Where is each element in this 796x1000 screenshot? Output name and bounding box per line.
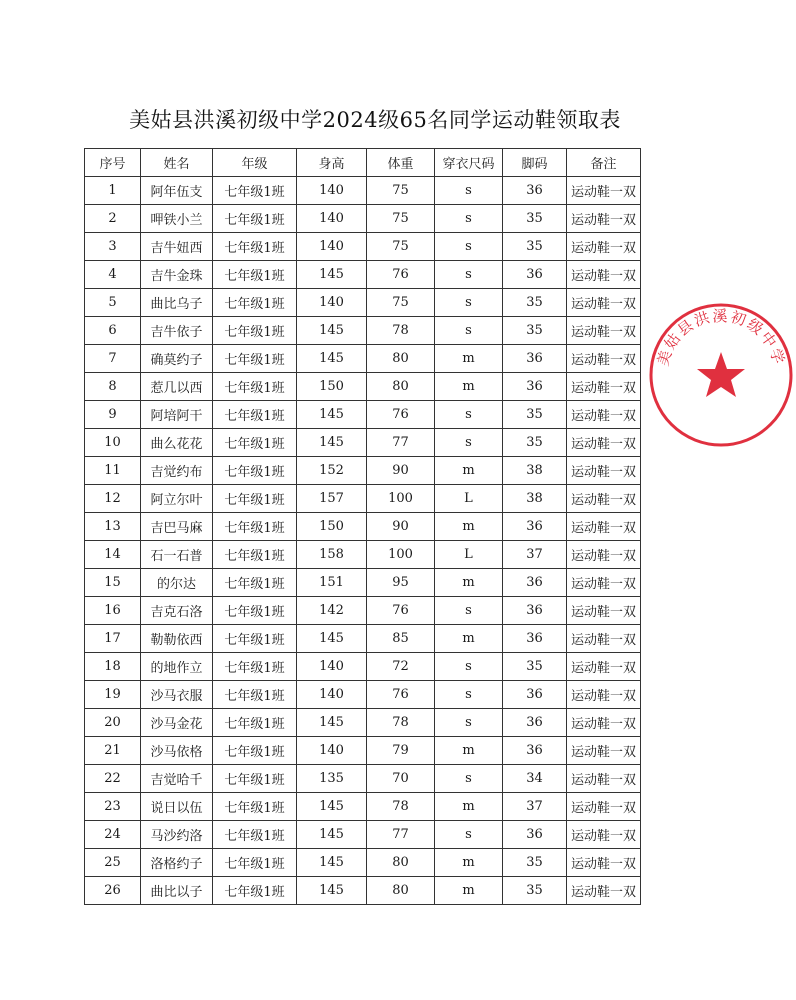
cell-grade: 七年级1班 xyxy=(213,737,297,765)
table-row xyxy=(85,877,641,905)
cell-name: 吉觉哈千 xyxy=(141,765,213,793)
cell-height: 140 xyxy=(297,681,367,709)
header-row xyxy=(85,149,641,177)
cell-name: 曲么花花 xyxy=(141,429,213,457)
cell-remarks: 运动鞋一双 xyxy=(567,233,641,261)
cell-height: 140 xyxy=(297,205,367,233)
cell-grade: 七年级1班 xyxy=(213,653,297,681)
cell-index: 12 xyxy=(85,485,141,513)
cell-index: 11 xyxy=(85,457,141,485)
page-title: 美姑县洪溪初级中学2024级65名同学运动鞋领取表 xyxy=(129,108,621,132)
cell-remarks: 运动鞋一双 xyxy=(567,289,641,317)
cell-remarks: 运动鞋一双 xyxy=(567,205,641,233)
cell-clothing-size: s xyxy=(435,597,503,625)
table-row xyxy=(85,765,641,793)
cell-height: 140 xyxy=(297,233,367,261)
cell-grade: 七年级1班 xyxy=(213,765,297,793)
cell-weight: 80 xyxy=(367,849,435,877)
cell-clothing-size: s xyxy=(435,289,503,317)
cell-height: 145 xyxy=(297,793,367,821)
header-shoe-size: 脚码 xyxy=(503,149,567,177)
cell-remarks: 运动鞋一双 xyxy=(567,681,641,709)
cell-index: 20 xyxy=(85,709,141,737)
cell-name: 惹几以西 xyxy=(141,373,213,401)
cell-index: 17 xyxy=(85,625,141,653)
table-row xyxy=(85,849,641,877)
cell-grade: 七年级1班 xyxy=(213,401,297,429)
cell-shoe-size: 35 xyxy=(503,429,567,457)
cell-name: 沙马金花 xyxy=(141,709,213,737)
cell-remarks: 运动鞋一双 xyxy=(567,765,641,793)
cell-remarks: 运动鞋一双 xyxy=(567,401,641,429)
cell-weight: 78 xyxy=(367,709,435,737)
cell-clothing-size: m xyxy=(435,877,503,905)
cell-weight: 76 xyxy=(367,597,435,625)
cell-grade: 七年级1班 xyxy=(213,317,297,345)
cell-weight: 70 xyxy=(367,765,435,793)
cell-index: 2 xyxy=(85,205,141,233)
cell-height: 152 xyxy=(297,457,367,485)
cell-shoe-size: 36 xyxy=(503,261,567,289)
cell-index: 18 xyxy=(85,653,141,681)
cell-remarks: 运动鞋一双 xyxy=(567,513,641,541)
cell-name: 吉牛金珠 xyxy=(141,261,213,289)
cell-weight: 79 xyxy=(367,737,435,765)
cell-shoe-size: 38 xyxy=(503,457,567,485)
cell-remarks: 运动鞋一双 xyxy=(567,177,641,205)
cell-shoe-size: 35 xyxy=(503,289,567,317)
cell-clothing-size: m xyxy=(435,737,503,765)
cell-name: 的尔达 xyxy=(141,569,213,597)
table-row xyxy=(85,317,641,345)
cell-height: 140 xyxy=(297,737,367,765)
cell-shoe-size: 36 xyxy=(503,373,567,401)
cell-shoe-size: 37 xyxy=(503,541,567,569)
cell-clothing-size: L xyxy=(435,485,503,513)
cell-clothing-size: m xyxy=(435,569,503,597)
cell-name: 阿年伍支 xyxy=(141,177,213,205)
header-name: 姓名 xyxy=(141,149,213,177)
cell-grade: 七年级1班 xyxy=(213,597,297,625)
cell-grade: 七年级1班 xyxy=(213,177,297,205)
table-row xyxy=(85,625,641,653)
cell-index: 9 xyxy=(85,401,141,429)
cell-weight: 76 xyxy=(367,261,435,289)
cell-grade: 七年级1班 xyxy=(213,373,297,401)
cell-remarks: 运动鞋一双 xyxy=(567,373,641,401)
table-row xyxy=(85,401,641,429)
cell-grade: 七年级1班 xyxy=(213,429,297,457)
cell-remarks: 运动鞋一双 xyxy=(567,709,641,737)
cell-name: 洛格约子 xyxy=(141,849,213,877)
cell-height: 140 xyxy=(297,177,367,205)
cell-remarks: 运动鞋一双 xyxy=(567,653,641,681)
header-weight: 体重 xyxy=(367,149,435,177)
cell-name: 曲比以子 xyxy=(141,877,213,905)
cell-weight: 75 xyxy=(367,233,435,261)
cell-remarks: 运动鞋一双 xyxy=(567,569,641,597)
cell-index: 15 xyxy=(85,569,141,597)
cell-weight: 72 xyxy=(367,653,435,681)
cell-height: 145 xyxy=(297,401,367,429)
cell-index: 14 xyxy=(85,541,141,569)
cell-shoe-size: 36 xyxy=(503,569,567,597)
cell-shoe-size: 35 xyxy=(503,233,567,261)
cell-remarks: 运动鞋一双 xyxy=(567,541,641,569)
cell-name: 曲比乌子 xyxy=(141,289,213,317)
cell-clothing-size: s xyxy=(435,261,503,289)
cell-grade: 七年级1班 xyxy=(213,681,297,709)
cell-weight: 76 xyxy=(367,681,435,709)
official-seal xyxy=(646,300,796,450)
table-row xyxy=(85,821,641,849)
table-row xyxy=(85,457,641,485)
table-row xyxy=(85,541,641,569)
cell-weight: 75 xyxy=(367,205,435,233)
cell-height: 142 xyxy=(297,597,367,625)
cell-grade: 七年级1班 xyxy=(213,261,297,289)
header-height: 身高 xyxy=(297,149,367,177)
table-row xyxy=(85,485,641,513)
cell-shoe-size: 36 xyxy=(503,709,567,737)
cell-clothing-size: s xyxy=(435,429,503,457)
cell-shoe-size: 35 xyxy=(503,401,567,429)
cell-weight: 85 xyxy=(367,625,435,653)
table-row xyxy=(85,681,641,709)
cell-shoe-size: 35 xyxy=(503,205,567,233)
cell-clothing-size: m xyxy=(435,513,503,541)
cell-grade: 七年级1班 xyxy=(213,849,297,877)
cell-shoe-size: 35 xyxy=(503,317,567,345)
cell-clothing-size: m xyxy=(435,345,503,373)
cell-grade: 七年级1班 xyxy=(213,205,297,233)
table-row xyxy=(85,793,641,821)
cell-name: 阿培阿干 xyxy=(141,401,213,429)
cell-grade: 七年级1班 xyxy=(213,625,297,653)
cell-name: 石一石普 xyxy=(141,541,213,569)
cell-shoe-size: 36 xyxy=(503,597,567,625)
cell-name: 马沙约洛 xyxy=(141,821,213,849)
table-row xyxy=(85,513,641,541)
cell-index: 4 xyxy=(85,261,141,289)
cell-grade: 七年级1班 xyxy=(213,541,297,569)
cell-shoe-size: 36 xyxy=(503,345,567,373)
cell-shoe-size: 34 xyxy=(503,765,567,793)
cell-height: 158 xyxy=(297,541,367,569)
cell-name: 沙马依格 xyxy=(141,737,213,765)
cell-shoe-size: 36 xyxy=(503,177,567,205)
cell-index: 3 xyxy=(85,233,141,261)
cell-height: 135 xyxy=(297,765,367,793)
cell-index: 8 xyxy=(85,373,141,401)
seal-star-icon xyxy=(697,352,745,397)
table-row xyxy=(85,709,641,737)
cell-remarks: 运动鞋一双 xyxy=(567,485,641,513)
cell-weight: 90 xyxy=(367,513,435,541)
cell-name: 吉巴马麻 xyxy=(141,513,213,541)
cell-shoe-size: 35 xyxy=(503,849,567,877)
cell-index: 5 xyxy=(85,289,141,317)
roster-table xyxy=(84,148,641,905)
cell-remarks: 运动鞋一双 xyxy=(567,345,641,373)
cell-weight: 77 xyxy=(367,821,435,849)
cell-weight: 100 xyxy=(367,541,435,569)
cell-height: 145 xyxy=(297,821,367,849)
cell-index: 19 xyxy=(85,681,141,709)
cell-height: 140 xyxy=(297,289,367,317)
cell-weight: 75 xyxy=(367,177,435,205)
cell-height: 145 xyxy=(297,625,367,653)
cell-remarks: 运动鞋一双 xyxy=(567,457,641,485)
cell-height: 145 xyxy=(297,709,367,737)
cell-name: 说日以伍 xyxy=(141,793,213,821)
cell-height: 140 xyxy=(297,653,367,681)
cell-name: 勒勒依西 xyxy=(141,625,213,653)
cell-clothing-size: m xyxy=(435,849,503,877)
cell-shoe-size: 36 xyxy=(503,821,567,849)
table-row xyxy=(85,373,641,401)
cell-weight: 75 xyxy=(367,289,435,317)
cell-clothing-size: m xyxy=(435,793,503,821)
cell-index: 1 xyxy=(85,177,141,205)
cell-grade: 七年级1班 xyxy=(213,709,297,737)
cell-weight: 78 xyxy=(367,793,435,821)
cell-height: 145 xyxy=(297,345,367,373)
cell-shoe-size: 37 xyxy=(503,793,567,821)
header-index: 序号 xyxy=(85,149,141,177)
cell-height: 145 xyxy=(297,261,367,289)
cell-name: 吉牛依子 xyxy=(141,317,213,345)
cell-shoe-size: 35 xyxy=(503,653,567,681)
cell-shoe-size: 36 xyxy=(503,625,567,653)
cell-name: 吉克石洛 xyxy=(141,597,213,625)
cell-clothing-size: s xyxy=(435,233,503,261)
cell-shoe-size: 36 xyxy=(503,681,567,709)
table-row xyxy=(85,177,641,205)
cell-height: 145 xyxy=(297,849,367,877)
cell-remarks: 运动鞋一双 xyxy=(567,429,641,457)
cell-grade: 七年级1班 xyxy=(213,345,297,373)
cell-height: 150 xyxy=(297,373,367,401)
cell-clothing-size: s xyxy=(435,177,503,205)
roster-body xyxy=(85,177,641,905)
table-row xyxy=(85,205,641,233)
cell-clothing-size: s xyxy=(435,317,503,345)
cell-remarks: 运动鞋一双 xyxy=(567,793,641,821)
cell-height: 151 xyxy=(297,569,367,597)
cell-remarks: 运动鞋一双 xyxy=(567,849,641,877)
cell-weight: 77 xyxy=(367,429,435,457)
cell-name: 阿立尔叶 xyxy=(141,485,213,513)
cell-index: 22 xyxy=(85,765,141,793)
cell-shoe-size: 35 xyxy=(503,877,567,905)
cell-index: 25 xyxy=(85,849,141,877)
table-row xyxy=(85,345,641,373)
cell-grade: 七年级1班 xyxy=(213,289,297,317)
cell-clothing-size: s xyxy=(435,681,503,709)
cell-name: 呷铁小兰 xyxy=(141,205,213,233)
cell-grade: 七年级1班 xyxy=(213,513,297,541)
table-row xyxy=(85,429,641,457)
cell-clothing-size: s xyxy=(435,401,503,429)
cell-weight: 76 xyxy=(367,401,435,429)
cell-index: 24 xyxy=(85,821,141,849)
cell-shoe-size: 36 xyxy=(503,513,567,541)
cell-grade: 七年级1班 xyxy=(213,877,297,905)
cell-index: 13 xyxy=(85,513,141,541)
cell-remarks: 运动鞋一双 xyxy=(567,597,641,625)
table-row xyxy=(85,653,641,681)
cell-name: 的地作立 xyxy=(141,653,213,681)
header-remarks: 备注 xyxy=(567,149,641,177)
cell-clothing-size: L xyxy=(435,541,503,569)
cell-remarks: 运动鞋一双 xyxy=(567,877,641,905)
cell-height: 150 xyxy=(297,513,367,541)
cell-weight: 80 xyxy=(367,345,435,373)
cell-index: 7 xyxy=(85,345,141,373)
cell-clothing-size: m xyxy=(435,625,503,653)
table-row xyxy=(85,289,641,317)
seal-text: 美姑县洪溪初级中学 xyxy=(653,307,789,368)
cell-index: 6 xyxy=(85,317,141,345)
cell-remarks: 运动鞋一双 xyxy=(567,625,641,653)
cell-name: 吉牛妞西 xyxy=(141,233,213,261)
cell-clothing-size: s xyxy=(435,653,503,681)
cell-clothing-size: s xyxy=(435,765,503,793)
cell-index: 21 xyxy=(85,737,141,765)
cell-height: 157 xyxy=(297,485,367,513)
cell-remarks: 运动鞋一双 xyxy=(567,317,641,345)
table-row xyxy=(85,261,641,289)
cell-remarks: 运动鞋一双 xyxy=(567,821,641,849)
cell-clothing-size: s xyxy=(435,205,503,233)
header-grade: 年级 xyxy=(213,149,297,177)
cell-height: 145 xyxy=(297,877,367,905)
cell-weight: 78 xyxy=(367,317,435,345)
cell-weight: 95 xyxy=(367,569,435,597)
table-row xyxy=(85,597,641,625)
cell-name: 吉觉约布 xyxy=(141,457,213,485)
cell-remarks: 运动鞋一双 xyxy=(567,737,641,765)
cell-clothing-size: s xyxy=(435,709,503,737)
cell-clothing-size: m xyxy=(435,457,503,485)
cell-grade: 七年级1班 xyxy=(213,233,297,261)
cell-shoe-size: 36 xyxy=(503,737,567,765)
table-row xyxy=(85,737,641,765)
cell-weight: 80 xyxy=(367,877,435,905)
cell-grade: 七年级1班 xyxy=(213,485,297,513)
cell-clothing-size: s xyxy=(435,821,503,849)
cell-grade: 七年级1班 xyxy=(213,821,297,849)
cell-grade: 七年级1班 xyxy=(213,457,297,485)
cell-index: 16 xyxy=(85,597,141,625)
cell-weight: 100 xyxy=(367,485,435,513)
cell-weight: 90 xyxy=(367,457,435,485)
cell-clothing-size: m xyxy=(435,373,503,401)
cell-height: 145 xyxy=(297,429,367,457)
header-clothing-size: 穿衣尺码 xyxy=(435,149,503,177)
cell-index: 10 xyxy=(85,429,141,457)
table-row xyxy=(85,569,641,597)
cell-index: 26 xyxy=(85,877,141,905)
cell-name: 沙马衣服 xyxy=(141,681,213,709)
table-row xyxy=(85,233,641,261)
cell-weight: 80 xyxy=(367,373,435,401)
cell-remarks: 运动鞋一双 xyxy=(567,261,641,289)
cell-grade: 七年级1班 xyxy=(213,569,297,597)
cell-shoe-size: 38 xyxy=(503,485,567,513)
cell-index: 23 xyxy=(85,793,141,821)
cell-grade: 七年级1班 xyxy=(213,793,297,821)
cell-height: 145 xyxy=(297,317,367,345)
cell-name: 确莫约子 xyxy=(141,345,213,373)
